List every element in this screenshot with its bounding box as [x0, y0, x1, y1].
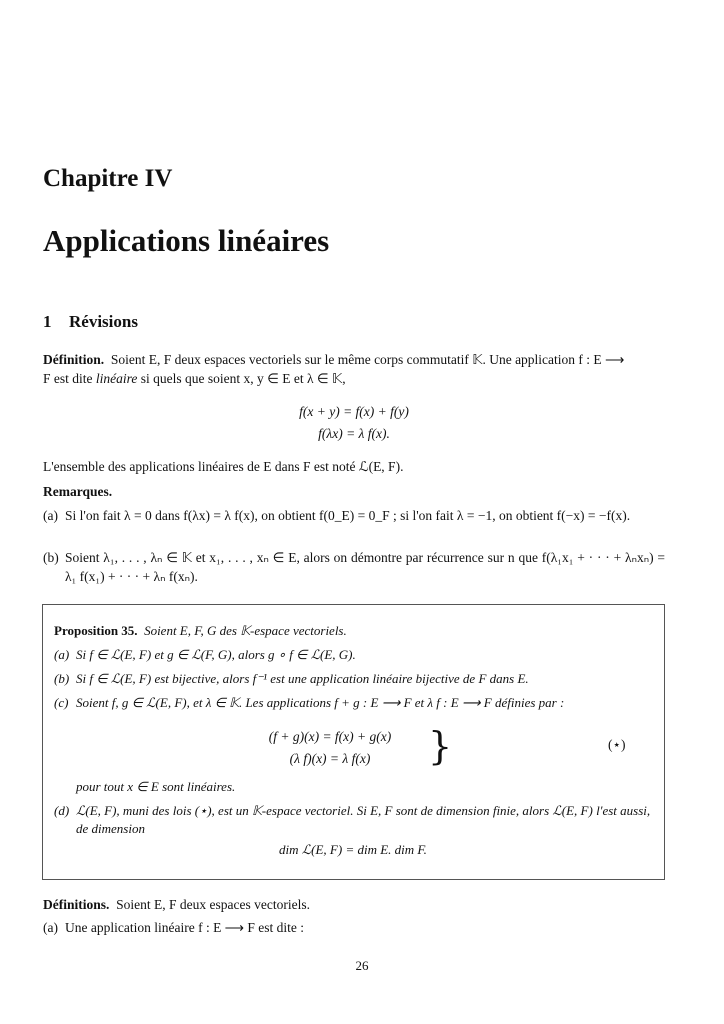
definition-line1: Soient E, F deux espaces vectoriels sur le même corps commutatif 𝕂. Une application f : E ⟶: [110, 352, 625, 367]
proposition-c-text: Soient f, g ∈ ℒ(E, F), et λ ∈ 𝕂. Les applications f + g : E ⟶ F et λ f : E ⟶ F définies par :: [76, 695, 565, 710]
proposition-label: Proposition 35.: [54, 623, 138, 638]
chapter-label: Chapitre IV: [43, 165, 173, 192]
remark-b-text: Soient λ₁, . . . , λₙ ∈ 𝕂 et x₁, . . . , xₙ ∈ E, alors on démontre par récurrence sur n que f(λ₁x₁ + · · · + λₙxₙ) = λ₁ f(x₁) + · · · + λₙ f(xₙ).: [65, 550, 665, 584]
proposition-c-post: [54, 778, 652, 796]
proposition-d-equation: dim ℒ(E, F) = dim E. dim F.: [279, 842, 427, 857]
definition-label: Définition.: [43, 352, 105, 367]
remark-item-a: [43, 506, 665, 525]
definitions-item-a: [43, 918, 665, 937]
definition-equation-1: f(x + y) = f(x) + f(y): [299, 404, 409, 419]
definition-term: linéaire: [95, 371, 138, 386]
ensemble-paragraph: L'ensemble des applications linéaires de E dans F est noté ℒ(E, F).: [43, 459, 404, 474]
proposition-c-equation-2: (λ f)(x) = λ f(x): [289, 751, 371, 766]
definition-paragraph: [43, 350, 665, 388]
remark-a-text: Si l'on fait λ = 0 dans f(λx) = λ f(x), on obtient f(0_E) = 0_F ; si l'on fait λ = −1, on obtient f(−x) = −f(x).: [65, 508, 631, 523]
section-number: 1: [43, 312, 52, 331]
section-heading: [43, 312, 138, 332]
proposition-c-equation-1: (f + g)(x) = f(x) + g(x): [268, 729, 392, 744]
remark-item-b: [43, 548, 665, 586]
brace-symbol: }: [428, 724, 453, 768]
chapter-title: Applications linéaires: [43, 223, 330, 258]
definitions-label: Définitions.: [43, 897, 110, 912]
section-title: Révisions: [69, 312, 138, 331]
definitions-intro: Soient E, F deux espaces vectoriels.: [116, 897, 310, 912]
proposition-b-label: (b): [54, 671, 70, 686]
proposition-item-b: [54, 670, 652, 688]
remark-a-label: (a): [43, 508, 58, 523]
remark-b-label: (b): [43, 550, 59, 565]
proposition-item-a: [54, 646, 652, 664]
definitions-a-text: Une application linéaire f : E ⟶ F est dite :: [65, 920, 305, 935]
definition-equation-2: f(λx) = λ f(x).: [318, 426, 390, 441]
proposition-a-text: Si f ∈ ℒ(E, F) et g ∈ ℒ(F, G), alors g ∘ f ∈ ℒ(E, G).: [76, 647, 356, 662]
proposition-c-post-text: pour tout x ∈ E sont linéaires.: [76, 779, 236, 794]
proposition-intro-text: Soient E, F, G des 𝕂-espace vectoriels.: [144, 623, 347, 638]
proposition-d-label: (d): [54, 803, 70, 818]
remarques-label: Remarques.: [43, 484, 113, 499]
definition-line2-post: si quels que soient x, y ∈ E et λ ∈ 𝕂,: [137, 371, 346, 386]
proposition-a-label: (a): [54, 647, 70, 662]
page-number: 26: [355, 958, 369, 973]
proposition-b-text: Si f ∈ ℒ(E, F) est bijective, alors f⁻¹ est une application linéaire bijective de F dans E.: [76, 671, 529, 686]
proposition-c-label: (c): [54, 695, 69, 710]
definition-line2-pre: F est dite: [43, 371, 96, 386]
definitions-paragraph: [43, 895, 665, 914]
proposition-item-c: [54, 694, 652, 712]
proposition-item-d: [54, 802, 652, 838]
star-label: (⋆): [608, 737, 626, 752]
proposition-intro: [54, 622, 652, 640]
definitions-a-label: (a): [43, 920, 58, 935]
proposition-d-text: ℒ(E, F), muni des lois (⋆), est un 𝕂-espace vectoriel. Si E, F sont de dimension finie, alors ℒ(E, F) l'est aussi, de dimension: [76, 803, 651, 836]
